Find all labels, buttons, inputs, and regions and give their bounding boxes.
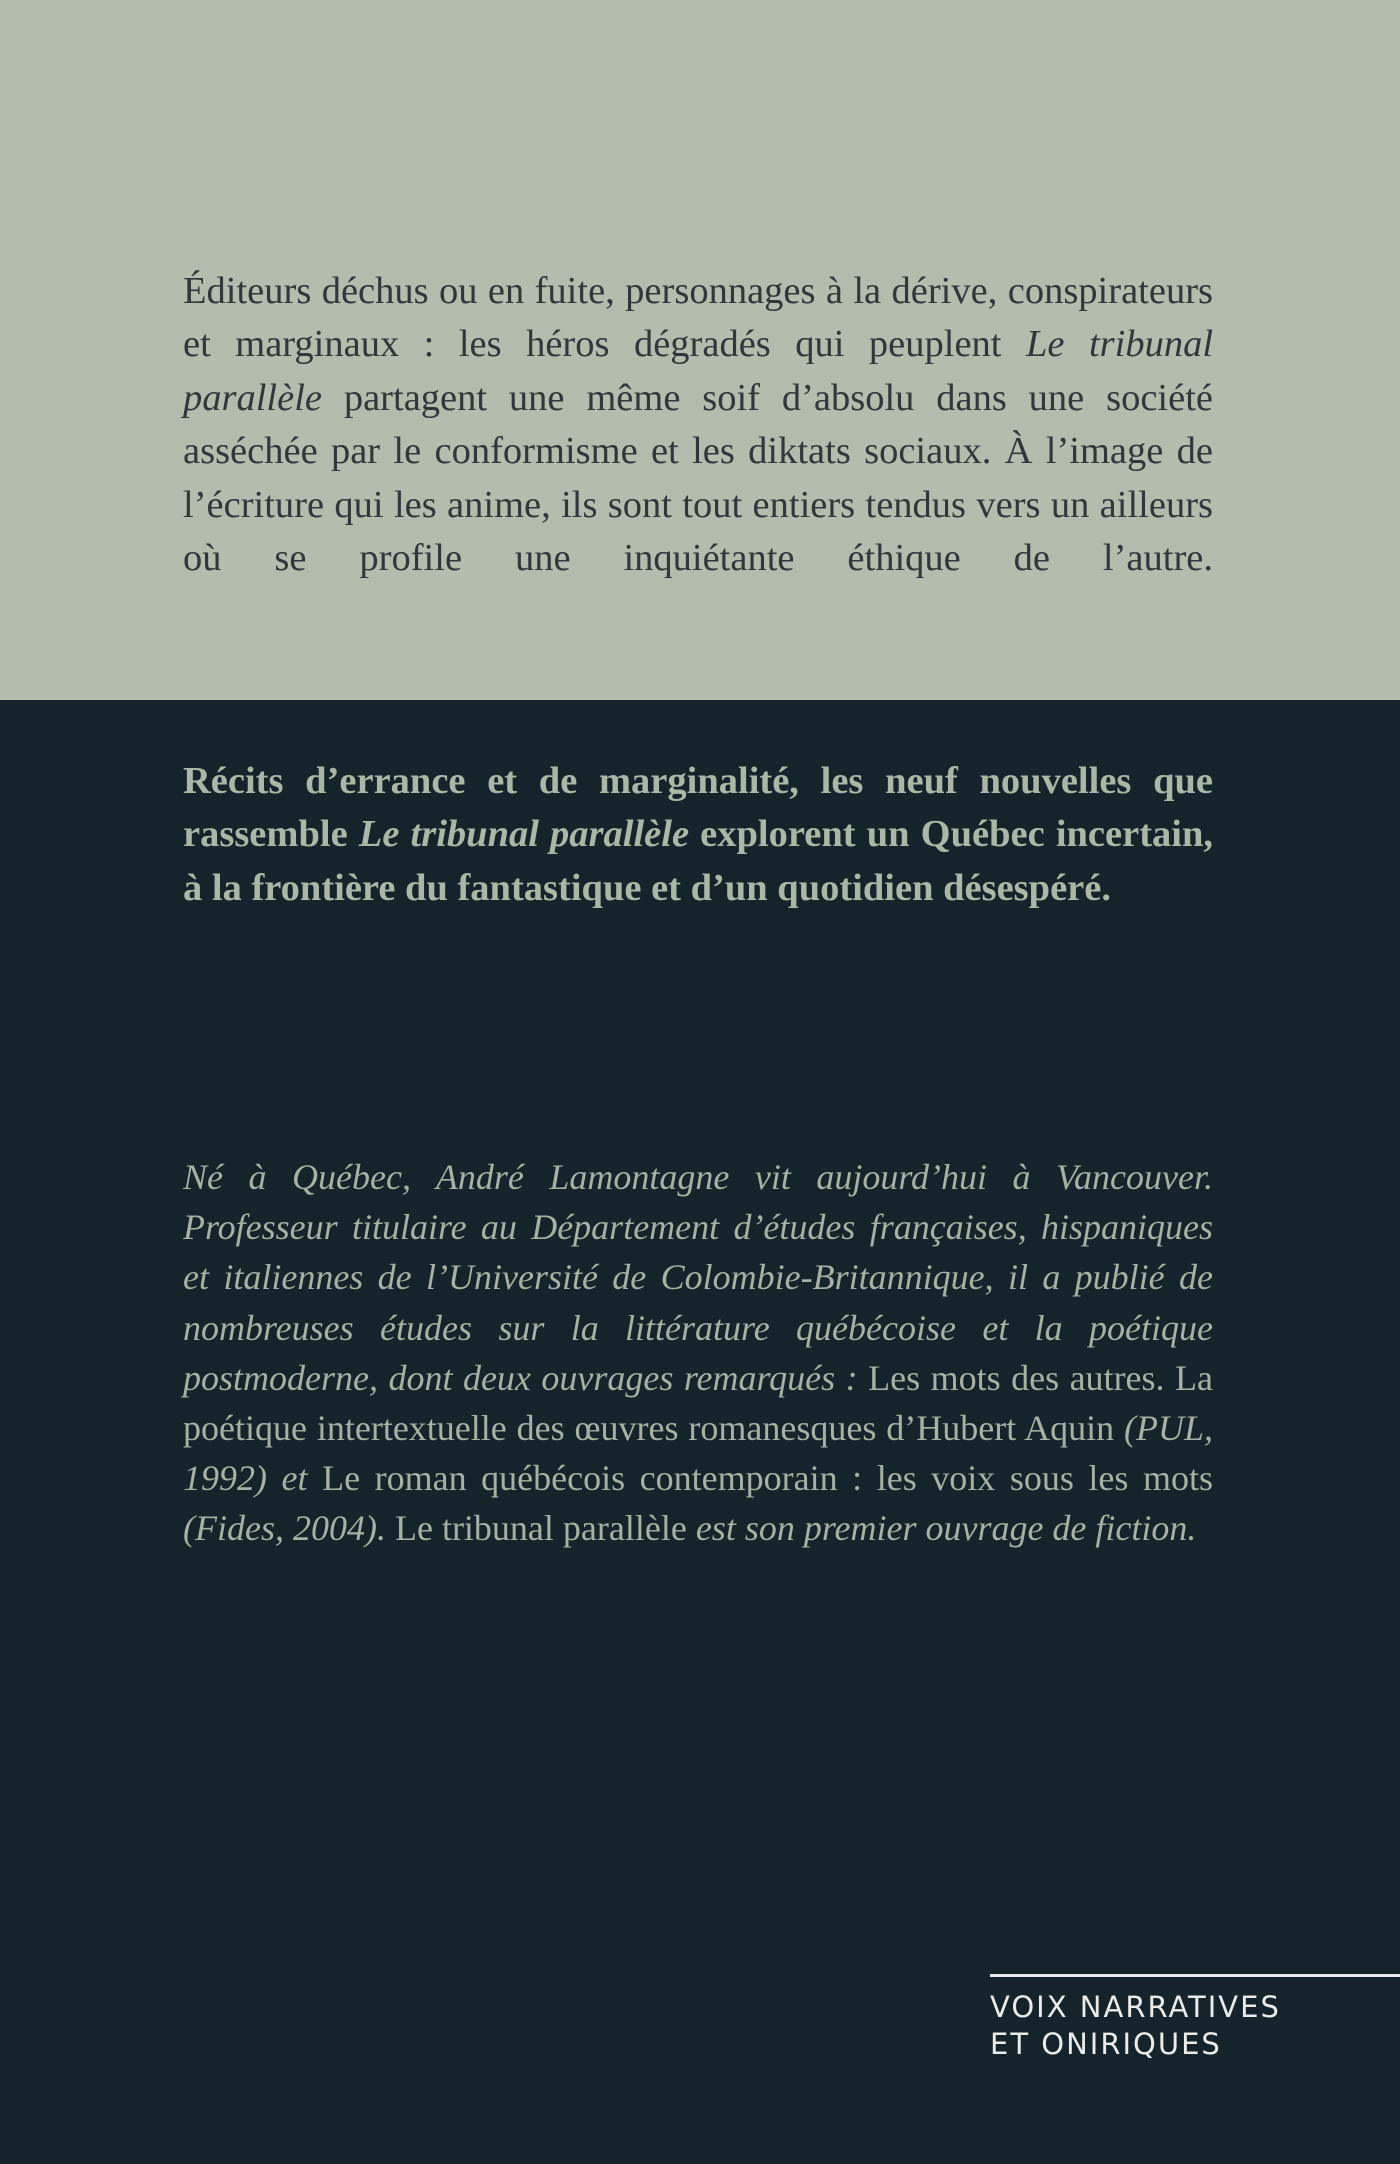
series-rule [990, 1974, 1400, 1977]
series-label [990, 1974, 1400, 2063]
bio-book-1: Les mots des autres. La poétique intertextuelle des œuvres romanesques d’Hubert Aquin [183, 1357, 1213, 1449]
bio-intro: Né à Québec, André Lamontagne vit aujourd’hui à Vancouver. Professeur titulaire au Département d’études françaises, hispaniques et italiennes de l’Université de Colombie-Britannique, il a publié de nombreuses études sur la littérature québécoise et la poétique postmoderne, dont deux ouvrages remarqués : [183, 1157, 1213, 1398]
summary-book-title: Le tribunal parallèle [358, 813, 690, 856]
series-line-1: VOIX NARRATIVES [990, 1990, 1281, 2024]
bio-closing: est son premier ouvrage de fiction. [686, 1508, 1197, 1549]
blurb-book-title: Le tribunal parallèle [183, 323, 1214, 419]
blurb-line-1: Éditeurs déchus ou en fuite, personnages à la dérive, [183, 270, 998, 312]
bio-book-2: Le roman québécois contemporain : les voix sous les mots [322, 1458, 1213, 1499]
blurb-text: partagent une même soif d’absolu dans une société asséchée par le conformisme et les diktats sociaux. À l’image de l’écriture qui les anime, ils sont tout entiers tendus vers un ailleurs où se profile une inquiétante éthique de l’autre. [183, 376, 1213, 580]
bio-publisher-2: (Fides, 2004). [183, 1508, 395, 1549]
author-bio [183, 1152, 1213, 1554]
bio-book-3: Le tribunal parallèle [394, 1508, 687, 1549]
summary-text-start: Récits d’errance et de marginalité, les neuf nouvelles que rassemble [183, 760, 1213, 856]
blurb-line-2: conspirateurs et marginaux : les héros dégradés qui peuplent [183, 270, 1213, 366]
blurb-paragraph [183, 265, 1213, 585]
bio-publisher-1: (PUL, 1992) et [183, 1408, 1213, 1499]
summary-text-end: explorent un Québec incertain, à la frontière du fantastique et d’un quotidien désespéré. [183, 813, 1213, 909]
series-line-2: ET ONIRIQUES [990, 2027, 1222, 2061]
summary-paragraph [183, 755, 1213, 915]
